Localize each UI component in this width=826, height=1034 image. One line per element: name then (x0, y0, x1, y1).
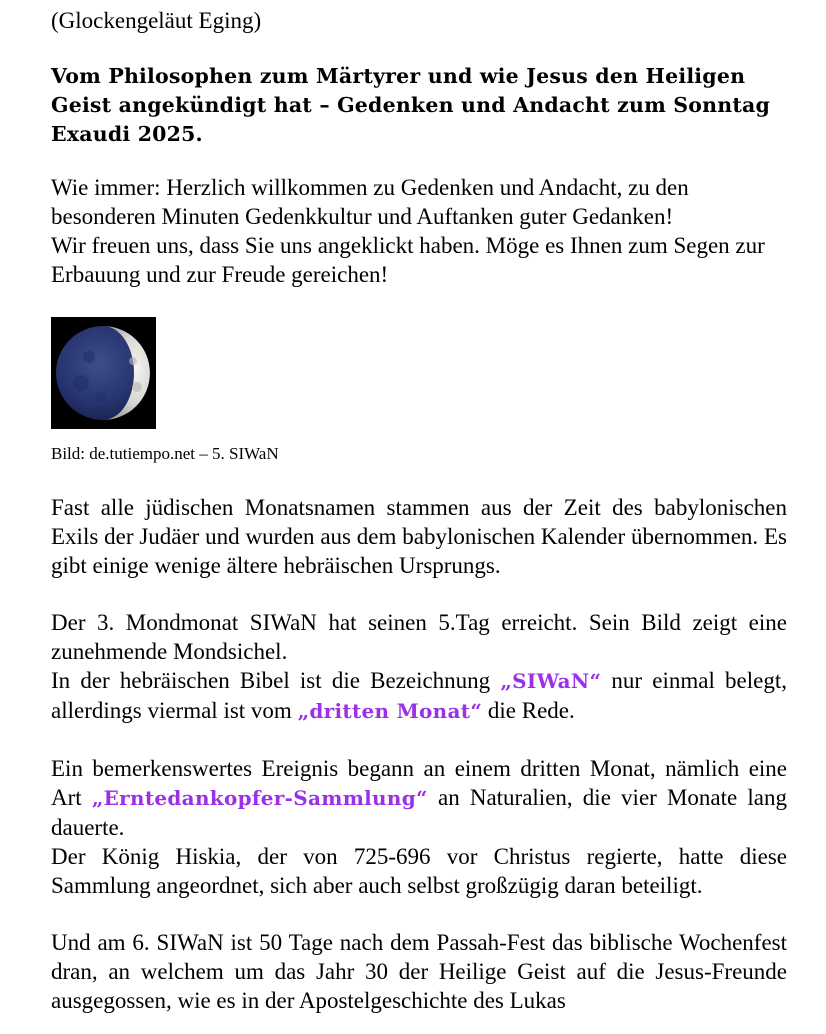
audio-caption: (Glockengeläut Eging) (51, 8, 262, 33)
image-caption: Bild: de.tutiempo.net – 5. SIWaN (51, 444, 279, 463)
erntedank-text-1: Ein bemerkenswertes Ereignis begann an einem dritten Monat, nämlich eine Art (51, 756, 787, 810)
document-page (51, 0, 787, 1015)
siwan-text-2: nur einmal belegt, allerdings viermal ist vom (51, 668, 787, 723)
hiskia-text: Der König Hiskia, der von 725-696 vor Christus regierte, hatte diese Sammlung angeordnet, sich aber auch selbst großzügig daran beteiligt. (51, 844, 787, 898)
waxing-crescent-moon-icon (51, 317, 156, 429)
moon-image (51, 317, 156, 429)
paragraph-erntedank (51, 754, 787, 900)
siwan-intro: Der 3. Mondmonat SIWaN hat seinen 5.Tag erreicht. Sein Bild zeigt eine zunehmende Mondsichel. (51, 610, 787, 664)
highlight-erntedankopfer: „Erntedankopfer-Sammlung“ (91, 786, 428, 810)
welcome-paragraph (51, 173, 787, 289)
highlight-siwan: „SIWaN“ (500, 669, 602, 693)
siwan-text-1: In der hebräischen Bibel ist die Bezeichnung (51, 668, 501, 693)
highlight-dritten-monat: „dritten Monat“ (297, 699, 483, 723)
paragraph-siwan (51, 608, 787, 726)
article-title: Vom Philosophen zum Märtyrer und wie Jesus den Heiligen Geist angekündigt hat – Gedenken und Andacht zum Sonntag Exaudi 2025. (51, 64, 771, 146)
paragraph-wochenfest: Und am 6. SIWaN ist 50 Tage nach dem Passah-Fest das biblische Wochenfest dran, an welchem um das Jahr 30 der Heilige Geist auf die Jesus-Freunde ausgegossen, wie es in der Apostelgeschichte des Lukas (51, 930, 787, 1013)
paragraph-month-names: Fast alle jüdischen Monatsnamen stammen aus der Zeit des babylonischen Exils der Judäer und wurden aus dem babylonischen Kalender übernommen. Es gibt einige wenige ältere hebräischen Ursprungs. (51, 495, 787, 578)
welcome-line-1: Wie immer: Herzlich willkommen zu Gedenken und Andacht, zu den besonderen Minuten Gedenkkultur und Auftanken guter Gedanken! (51, 175, 689, 229)
erntedank-text-2: an Naturalien, die vier Monate lang dauerte. (51, 785, 787, 840)
welcome-line-2: Wir freuen uns, dass Sie uns angeklickt haben. Möge es Ihnen zum Segen zur Erbauung und zur Freude gereichen! (51, 233, 765, 287)
siwan-text-3: die Rede. (482, 698, 575, 723)
